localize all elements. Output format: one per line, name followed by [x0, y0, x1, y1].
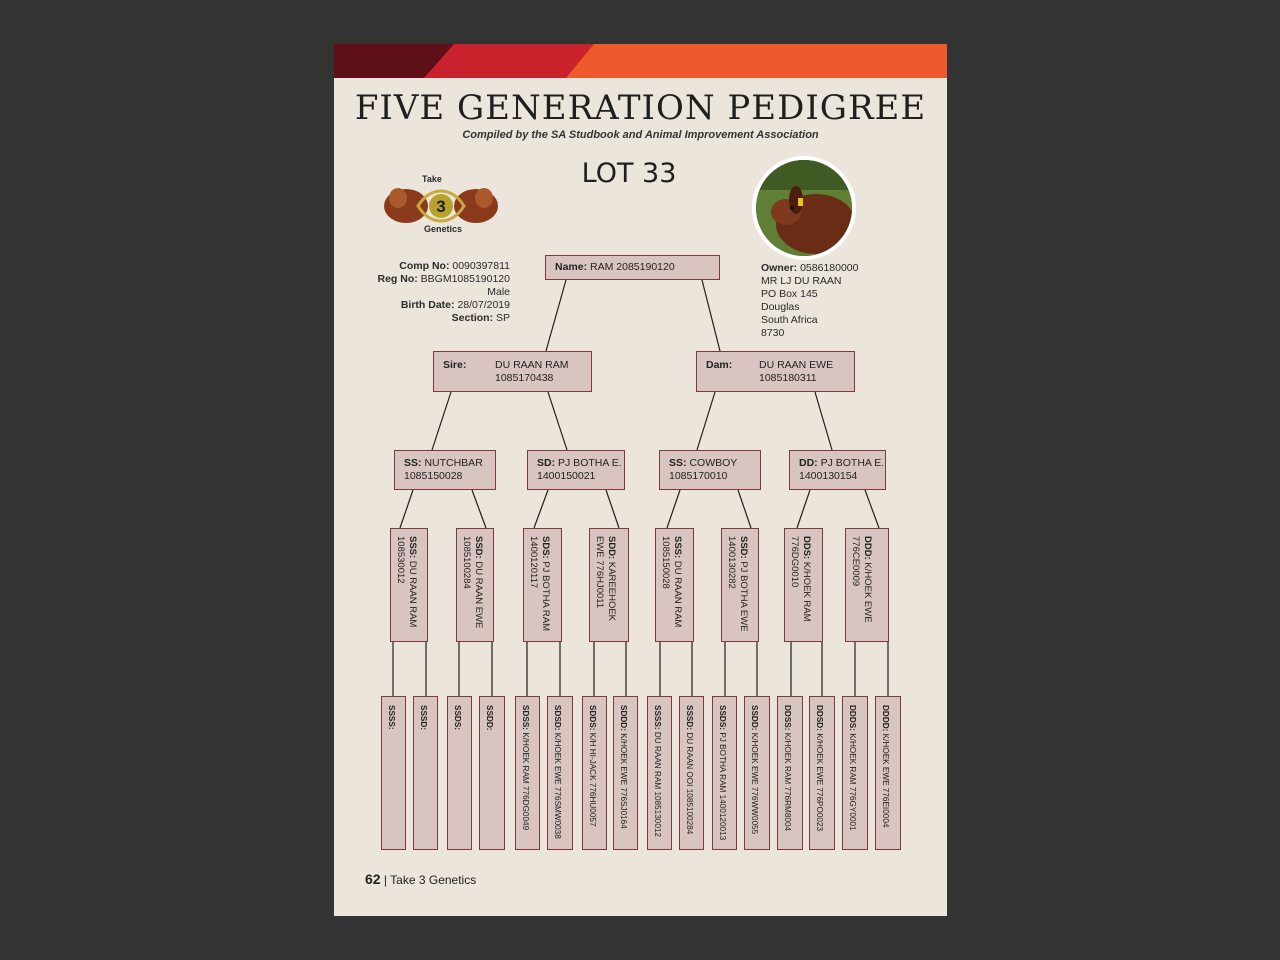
gen5-text: K/HOEK EWE 776WW0055 — [750, 732, 759, 835]
gen4-box — [655, 528, 694, 642]
gen3-number: 1400130154 — [799, 470, 858, 482]
gen4-label: SDD: — [606, 536, 617, 560]
dam-name: DU RAAN EWE — [759, 359, 834, 371]
gen5-box — [647, 696, 672, 850]
page-number: 62 — [365, 871, 381, 887]
gen5-box — [582, 696, 607, 850]
reg-value: BBGM1085190120 — [420, 273, 510, 285]
dam-box — [696, 351, 855, 392]
pedigree-page — [334, 44, 947, 916]
gen3-box — [394, 450, 496, 490]
gen5-box — [447, 696, 472, 850]
gen5-box — [809, 696, 835, 850]
logo-take: Take — [422, 174, 442, 184]
logo-digit: 3 — [436, 197, 446, 216]
owner-label: Owner: — [761, 262, 798, 274]
gen5-box — [515, 696, 540, 850]
gen3-name: PJ BOTHA E. — [558, 457, 622, 469]
logo-genetics: Genetics — [424, 224, 463, 234]
gen5-text: K/HOEK EWE 776SJ0164 — [619, 733, 628, 829]
gen5-label: DDSD: — [815, 705, 824, 731]
gen5-label: SSSS: — [653, 705, 662, 730]
gen4-number: 1400120117 — [528, 536, 539, 589]
gen5-box — [413, 696, 438, 850]
gen4-number: 1085100284 — [461, 536, 472, 589]
gen3-label: DD: — [799, 457, 818, 469]
section-label: Section: — [451, 312, 494, 324]
comp-value: 0090397811 — [452, 260, 510, 272]
gen4-name: K/HOEK RAM — [801, 561, 812, 622]
gen5-box — [381, 696, 406, 850]
gen3-label: SD: — [537, 457, 556, 469]
gen5-label: SSDD: — [485, 705, 494, 731]
gen3-box — [659, 450, 761, 490]
birth-label: Birth Date: — [400, 299, 455, 311]
gen4-number: 776DG0010 — [789, 536, 800, 588]
footer-text: Take 3 Genetics — [390, 873, 477, 887]
gen4-name: DU RAAN RAM — [407, 560, 418, 628]
owner-line: South Africa — [761, 314, 818, 326]
gen5-label: DDDS: — [848, 705, 857, 731]
gen4-box — [456, 528, 494, 642]
gen5-label: SSSS: — [387, 705, 396, 730]
owner-line: 8730 — [761, 327, 785, 339]
gen5-label: SDSS: — [521, 705, 530, 731]
sire-label: Sire: — [443, 359, 467, 371]
gen5-label: SSSD: — [685, 705, 694, 731]
gen4-name: DU RAAN EWE — [473, 561, 484, 629]
gen4-label: DDS: — [801, 536, 812, 560]
gen4-label: SSS: — [672, 536, 683, 559]
gen4-number: 108530012 — [395, 536, 406, 584]
gen5-label: DDDD: — [881, 705, 890, 732]
gen4-box — [845, 528, 889, 642]
gen3-label: SS: — [669, 457, 687, 469]
gen5-label: SSSD: — [419, 705, 428, 731]
gen5-text: K/HOEK EWE 776PO0023 — [815, 733, 824, 832]
gen5-label: SDDD: — [619, 705, 628, 731]
dam-label: Dam: — [706, 359, 733, 371]
gen3-name: COWBOY — [689, 457, 738, 469]
gen5-text: K/HOEK RAM 776DG0049 — [521, 732, 530, 831]
gen4-label: SSD: — [738, 536, 749, 559]
comp-label: Comp No: — [399, 260, 450, 272]
sire-number: 1085170438 — [495, 372, 554, 384]
gen5-text: DU RAAN OOI 1085100284 — [685, 732, 694, 835]
name-box — [545, 255, 720, 280]
gen4-name: K/HOEK EWE — [862, 562, 873, 623]
gen5-box — [712, 696, 737, 850]
gen5-text: K/HOEK RAM 776RM8004 — [783, 732, 792, 832]
owner-line: MR LJ DU RAAN — [761, 275, 842, 287]
gen5-box — [679, 696, 704, 850]
page-footer — [365, 871, 476, 887]
gen5-text: DU RAAN RAM 1085130012 — [653, 731, 662, 837]
gen5-box — [479, 696, 505, 850]
sex-value: Male — [487, 286, 510, 298]
gen4-number: 1400130282 — [726, 536, 737, 589]
birth-value: 28/07/2019 — [457, 299, 510, 311]
gen4-number: 776CE0009 — [850, 536, 861, 587]
gen5-box — [744, 696, 770, 850]
gen4-number: EWE 776HJ0011 — [594, 536, 605, 609]
gen5-label: SSDS: — [718, 705, 727, 731]
gen3-label: SS: — [404, 457, 422, 469]
gen4-box — [784, 528, 823, 642]
gen4-box — [390, 528, 428, 642]
gen5-box — [875, 696, 901, 850]
gen5-label: DDSS: — [783, 705, 792, 731]
gen5-box — [547, 696, 573, 850]
gen4-name: PJ BOTHA RAM — [540, 561, 551, 632]
footer-separator: | — [383, 873, 388, 887]
sire-box — [433, 351, 592, 392]
lot-number: LOT 33 — [581, 158, 677, 189]
gen4-box — [523, 528, 562, 642]
gen4-label: SSD: — [473, 536, 484, 559]
owner-line: PO Box 145 — [761, 288, 818, 300]
gen3-box — [527, 450, 625, 490]
gen5-text: K/H HI-JACK 776HU0057 — [588, 732, 597, 827]
gen5-label: SDDS: — [588, 705, 597, 731]
gen3-number: 1400150021 — [537, 470, 596, 482]
gen5-label: SSDD: — [750, 705, 759, 731]
page-subtitle: Compiled by the SA Studbook and Animal Improvement Association — [462, 129, 819, 141]
gen5-box — [613, 696, 638, 850]
gen4-label: SSS: — [407, 536, 418, 559]
gen4-box — [589, 528, 629, 642]
page-title: FIVE GENERATION PEDIGREE — [354, 88, 927, 128]
gen4-name: PJ BOTHA EWE — [738, 561, 749, 632]
section-value: SP — [495, 312, 510, 324]
gen5-text: K/HOEK EWE 776EI0004 — [881, 733, 890, 828]
owner-number: 0586180000 — [800, 262, 859, 274]
sire-name: DU RAAN RAM — [495, 359, 569, 371]
gen4-label: SDS: — [540, 536, 551, 559]
reg-label: Reg No: — [377, 273, 418, 285]
gen5-text: K/HOEK RAM 776GY0001 — [848, 733, 857, 831]
gen5-box — [842, 696, 868, 850]
gen5-box — [777, 696, 803, 850]
gen3-number: 1085150028 — [404, 470, 463, 482]
gen3-name: PJ BOTHA E. — [820, 457, 885, 469]
gen5-label: SSDS: — [453, 705, 462, 731]
gen4-name: DU RAAN RAM — [672, 560, 683, 628]
owner-line: Douglas — [761, 301, 800, 313]
gen4-number: 1085150028 — [660, 536, 671, 589]
name-label: Name: — [555, 261, 588, 273]
gen3-box — [789, 450, 886, 490]
gen3-name: NUTCHBAR — [424, 457, 483, 469]
gen5-label: SDSD: — [553, 705, 562, 731]
gen5-text: PJ BOTHA RAM 1400120013 — [718, 732, 727, 841]
gen4-name: KAREEHOEK — [606, 561, 617, 622]
gen3-number: 1085170010 — [669, 470, 728, 482]
name-value: RAM 2085190120 — [590, 261, 675, 273]
gen4-box — [721, 528, 759, 642]
gen4-label: DDD: — [862, 536, 873, 560]
dam-number: 1085180311 — [759, 372, 817, 384]
gen5-text: K/HOEK EWE 776SMW0038 — [553, 732, 562, 839]
